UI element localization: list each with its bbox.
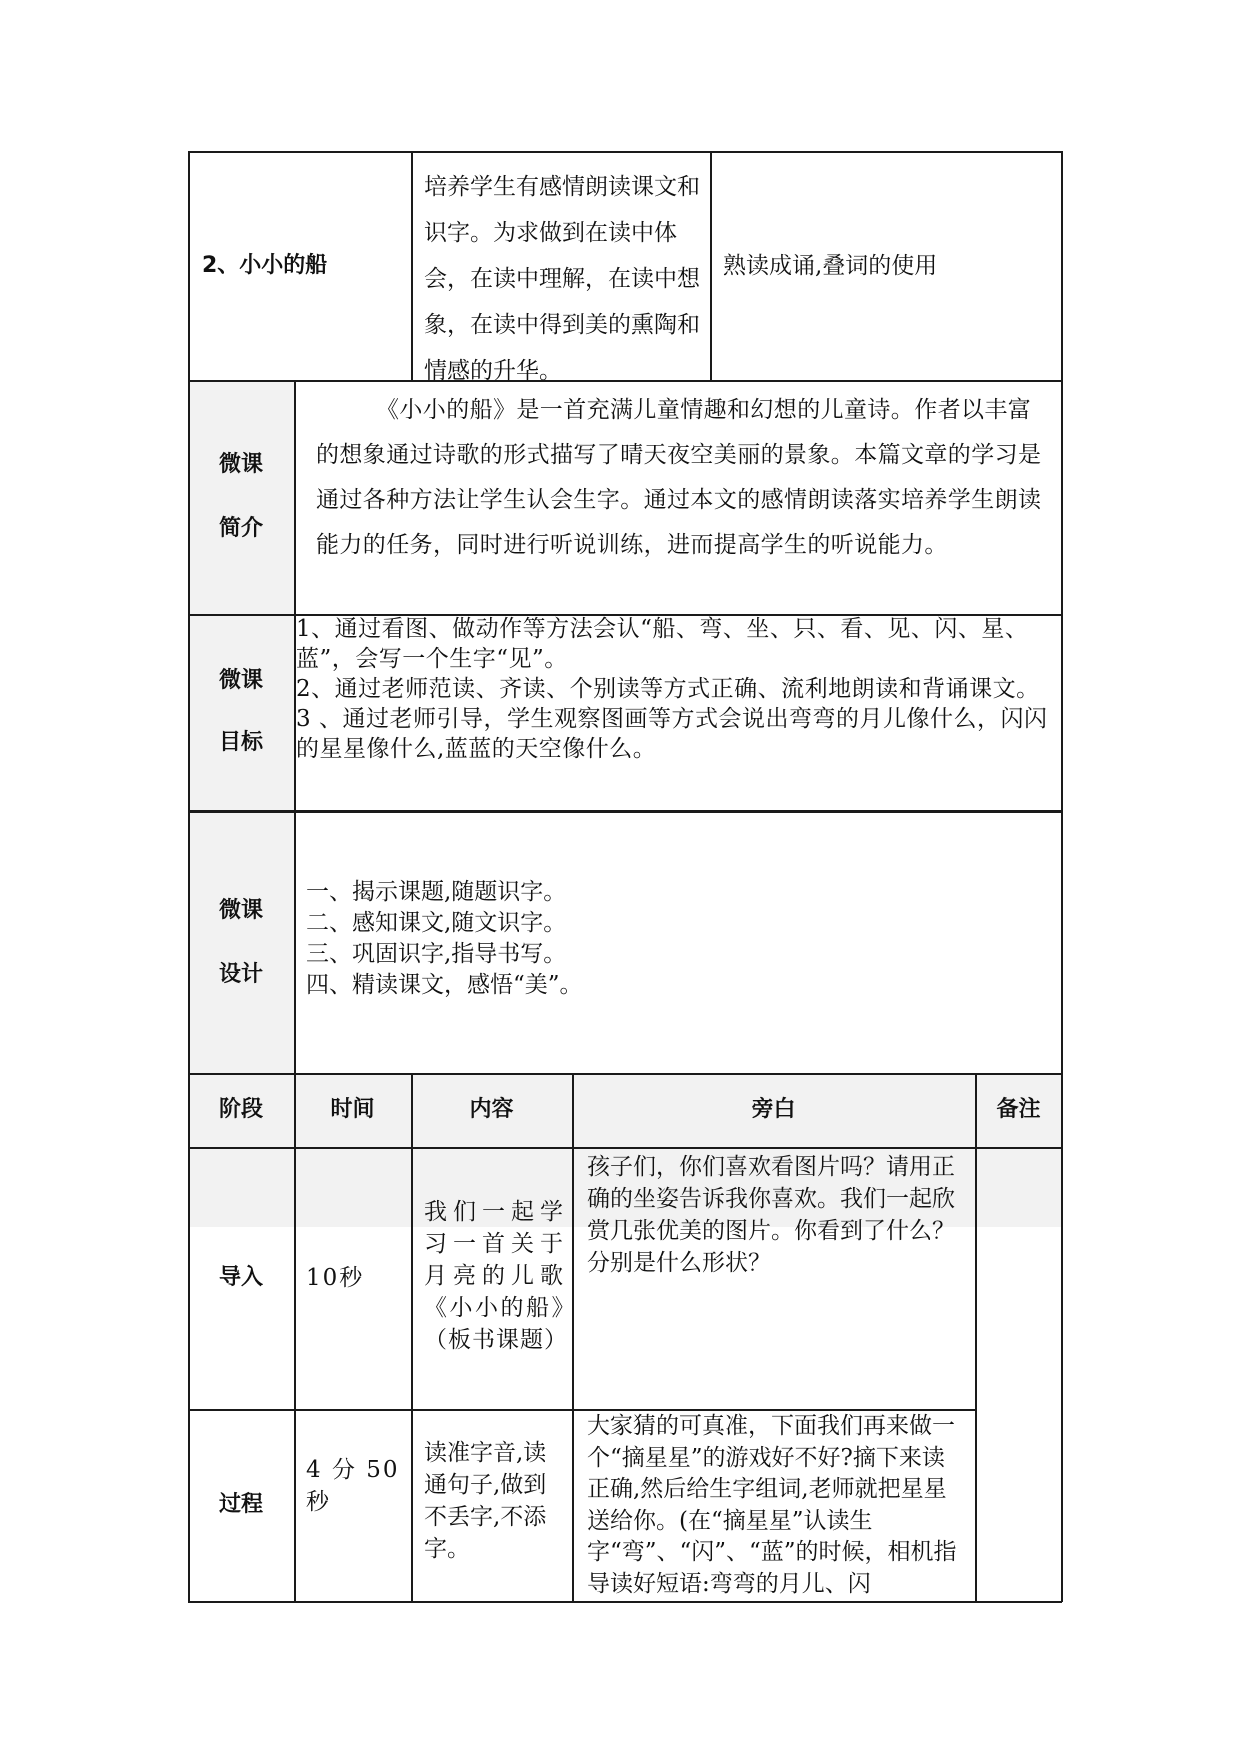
design-label-line1: 微课 bbox=[218, 897, 263, 923]
stage-process: 过程 bbox=[218, 1492, 263, 1517]
border-v-time bbox=[411, 1073, 413, 1602]
goals-list bbox=[296, 614, 1058, 764]
border-h3 bbox=[188, 810, 1062, 813]
border-bottom bbox=[188, 1601, 1062, 1603]
design-label-line2: 设计 bbox=[218, 961, 263, 987]
goals-label bbox=[188, 614, 294, 810]
design-step-2: 二、感知课文,随文识字。 bbox=[306, 910, 567, 936]
design-step-4: 四、精读课文，感悟“美”。 bbox=[306, 972, 583, 998]
design-step-3: 三、巩固识字,指导书写。 bbox=[306, 941, 567, 967]
narration-process: 大家猜的可真准，下面我们再来做一个“摘星星”的游戏好不好?摘下来读正确,然后给生字组词,老师就把星星送给你。(在“摘星星”认读生字“弯”、“闪”、“蓝”的时候，相机指导读好短语:弯弯的月儿、闪 bbox=[587, 1413, 957, 1597]
intro-label-line1: 微课 bbox=[218, 452, 263, 477]
intro-label-line2: 简介 bbox=[218, 516, 263, 541]
goal-item-3: 3 、通过老师引导，学生观察图画等方式会说出弯弯的月儿像什么，闪闪的星星像什么,蓝蓝的天空像什么。 bbox=[296, 706, 1048, 762]
header-note: 备注 bbox=[996, 1097, 1041, 1122]
lesson-title: 2、小小的船 bbox=[202, 252, 328, 278]
header-time: 时间 bbox=[330, 1097, 375, 1122]
border-v-narration bbox=[975, 1073, 977, 1602]
header-stage: 阶段 bbox=[218, 1097, 263, 1122]
border-right bbox=[1061, 151, 1063, 1602]
content-intro: 我们一起学习一首关于月亮的儿歌《小小的船》（板书课题） bbox=[424, 1199, 568, 1353]
header-narration: 旁白 bbox=[751, 1097, 796, 1122]
intro-text: 《小小的船》是一首充满儿童情趣和幻想的儿童诗。作者以丰富的想象通过诗歌的形式描写了晴天夜空美丽的景象。本篇文章的学习是通过各种方法让学生认会生字。通过本文的感情朗读落实培养学生朗读能力的任务，同时进行听说训练，进而提高学生的听说能力。 bbox=[316, 397, 1042, 558]
time-intro: 10秒 bbox=[306, 1265, 365, 1291]
goals-label-line2: 目标 bbox=[218, 730, 263, 755]
stage-intro: 导入 bbox=[218, 1265, 263, 1290]
border-v-stage bbox=[294, 380, 296, 1602]
goal-item-1: 1、通过看图、做动作等方法会认“船、弯、坐、只、看、见、闪、星、蓝”，会写一个生字“见”。 bbox=[296, 616, 1029, 672]
lesson-focus: 熟读成诵,叠词的使用 bbox=[723, 252, 938, 279]
lesson-objective: 培养学生有感情朗读课文和识字。为求做到在读中体会，在读中理解，在读中想象，在读中得到美的熏陶和情感的升华。 bbox=[424, 174, 700, 384]
time-process: 4 分 50 秒 bbox=[306, 1457, 400, 1515]
border-v-title bbox=[411, 151, 413, 380]
border-v-content bbox=[572, 1073, 574, 1602]
header-content: 内容 bbox=[469, 1097, 514, 1122]
goal-item-2: 2、通过老师范读、齐读、个别读等方式正确、流利地朗读和背诵课文。 bbox=[296, 676, 1040, 702]
narration-intro: 孩子们，你们喜欢看图片吗？请用正确的坐姿告诉我你喜欢。我们一起欣赏几张优美的图片。你看到了什么？分别是什么形状？ bbox=[587, 1154, 955, 1276]
lesson-plan-table bbox=[188, 151, 1062, 1602]
intro-label bbox=[188, 380, 294, 614]
goals-label-line1: 微课 bbox=[218, 668, 263, 693]
border-v-objective bbox=[710, 151, 712, 380]
design-step-1: 一、揭示课题,随题识字。 bbox=[306, 879, 567, 905]
design-label bbox=[188, 812, 294, 1073]
design-steps bbox=[306, 877, 1006, 1001]
content-process: 读准字音,读通句子,做到不丢字,不添字。 bbox=[424, 1440, 547, 1562]
